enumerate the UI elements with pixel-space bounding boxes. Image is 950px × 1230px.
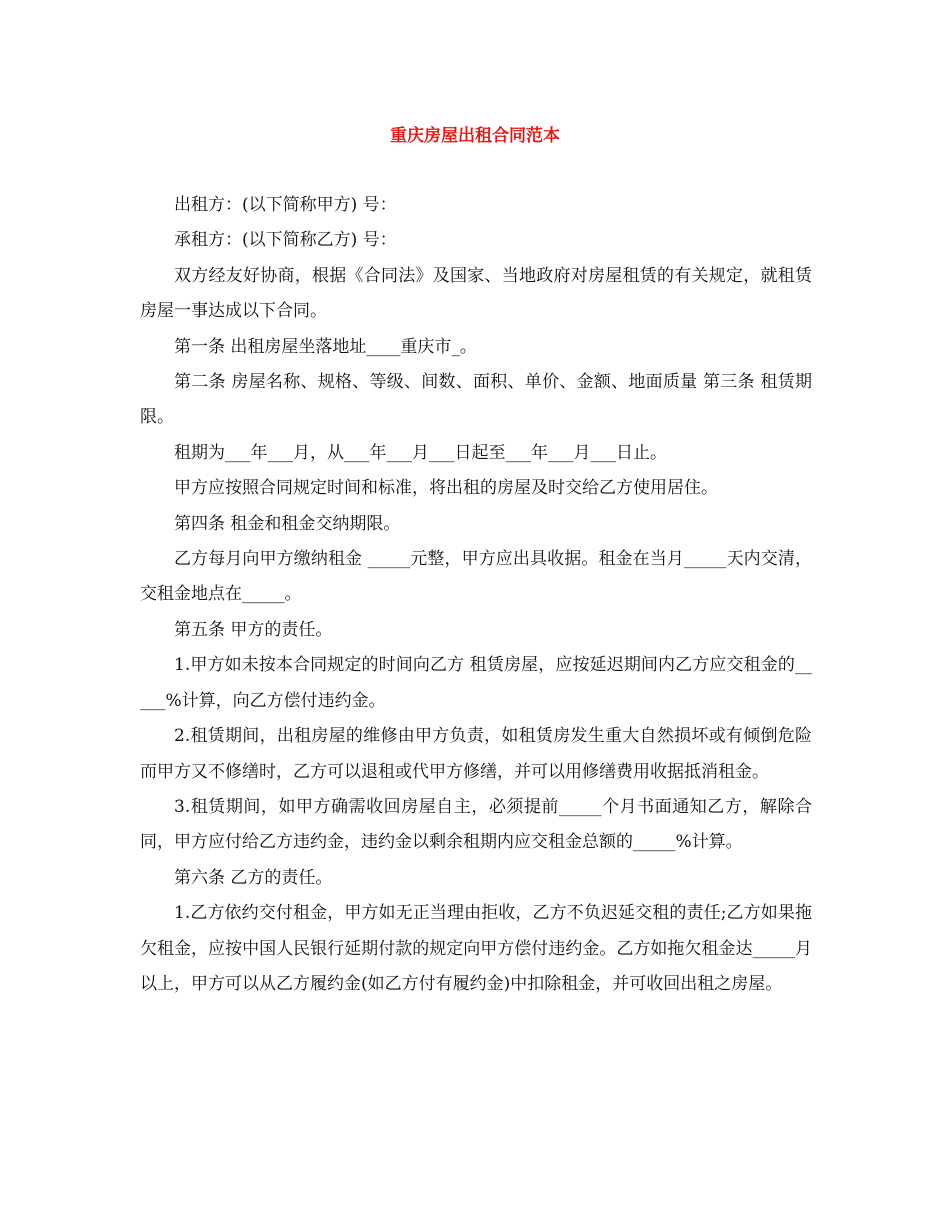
paragraph-lessor-duty-3: 3.租赁期间，如甲方确需收回房屋自主，必须提前_____个月书面通知乙方，解除合同，甲方应付给乙方违约金，违约金以剩余租期内应交租金总额的_____%计算。 <box>140 796 812 853</box>
paragraph-article-5: 第五条 甲方的责任。 <box>174 619 333 640</box>
paragraph-delivery: 甲方应按照合同规定时间和标准，将出租的房屋及时交给乙方使用居住。 <box>174 478 718 499</box>
paragraph-preamble: 双方经友好协商，根据《合同法》及国家、当地政府对房屋租赁的有关规定，就租赁房屋一事达成以下合同。 <box>140 265 812 322</box>
paragraph-rent-payment: 乙方每月向甲方缴纳租金 _____元整，甲方应出具收据。租金在当月_____天内交清，交租金地点在_____。 <box>140 549 812 605</box>
paragraph-lessee: 承租方：(以下简称乙方) 号： <box>174 230 397 251</box>
paragraph-lessee-duty-1: 1.乙方依约交付租金，甲方如无正当理由拒收，乙方不负迟延交租的责任;乙方如果拖欠租金，应按中国人民银行延期付款的规定向甲方偿付违约金。乙方如拖欠租金达_____月以上，甲方可以从乙方履约金(如乙方付有履约金)中扣除租金，并可收回出租之房屋。 <box>140 903 812 994</box>
paragraph-lessor: 出租方：(以下简称甲方) 号： <box>174 195 397 215</box>
paragraph-article-2: 第二条 房屋名称、规格、等级、间数、面积、单价、金额、地面质量 第三条 租赁期限。 <box>140 372 812 428</box>
document-body <box>140 188 812 1002</box>
paragraph-article-4: 第四条 租金和租金交纳期限。 <box>174 513 401 534</box>
paragraph-article-6: 第六条 乙方的责任。 <box>174 867 333 888</box>
document-title: 重庆房屋出租合同范本 <box>390 126 560 146</box>
paragraph-term: 租期为___年___月，从___年___月___日起至___年___月___日止。 <box>174 442 667 463</box>
paragraph-article-1: 第一条 出租房屋坐落地址____重庆市_。 <box>174 336 477 357</box>
paragraph-lessor-duty-1: 1.甲方如未按本合同规定的时间向乙方 租赁房屋，应按延迟期间内乙方应交租金的_____%计算，向乙方偿付违约金。 <box>140 655 812 711</box>
paragraph-lessor-duty-2: 2.租赁期间，出租房屋的维修由甲方负责，如租赁房发生重大自然损坏或有倾倒危险而甲方又不修缮时，乙方可以退租或代甲方修缮，并可以用修缮费用收据抵消租金。 <box>140 726 812 782</box>
